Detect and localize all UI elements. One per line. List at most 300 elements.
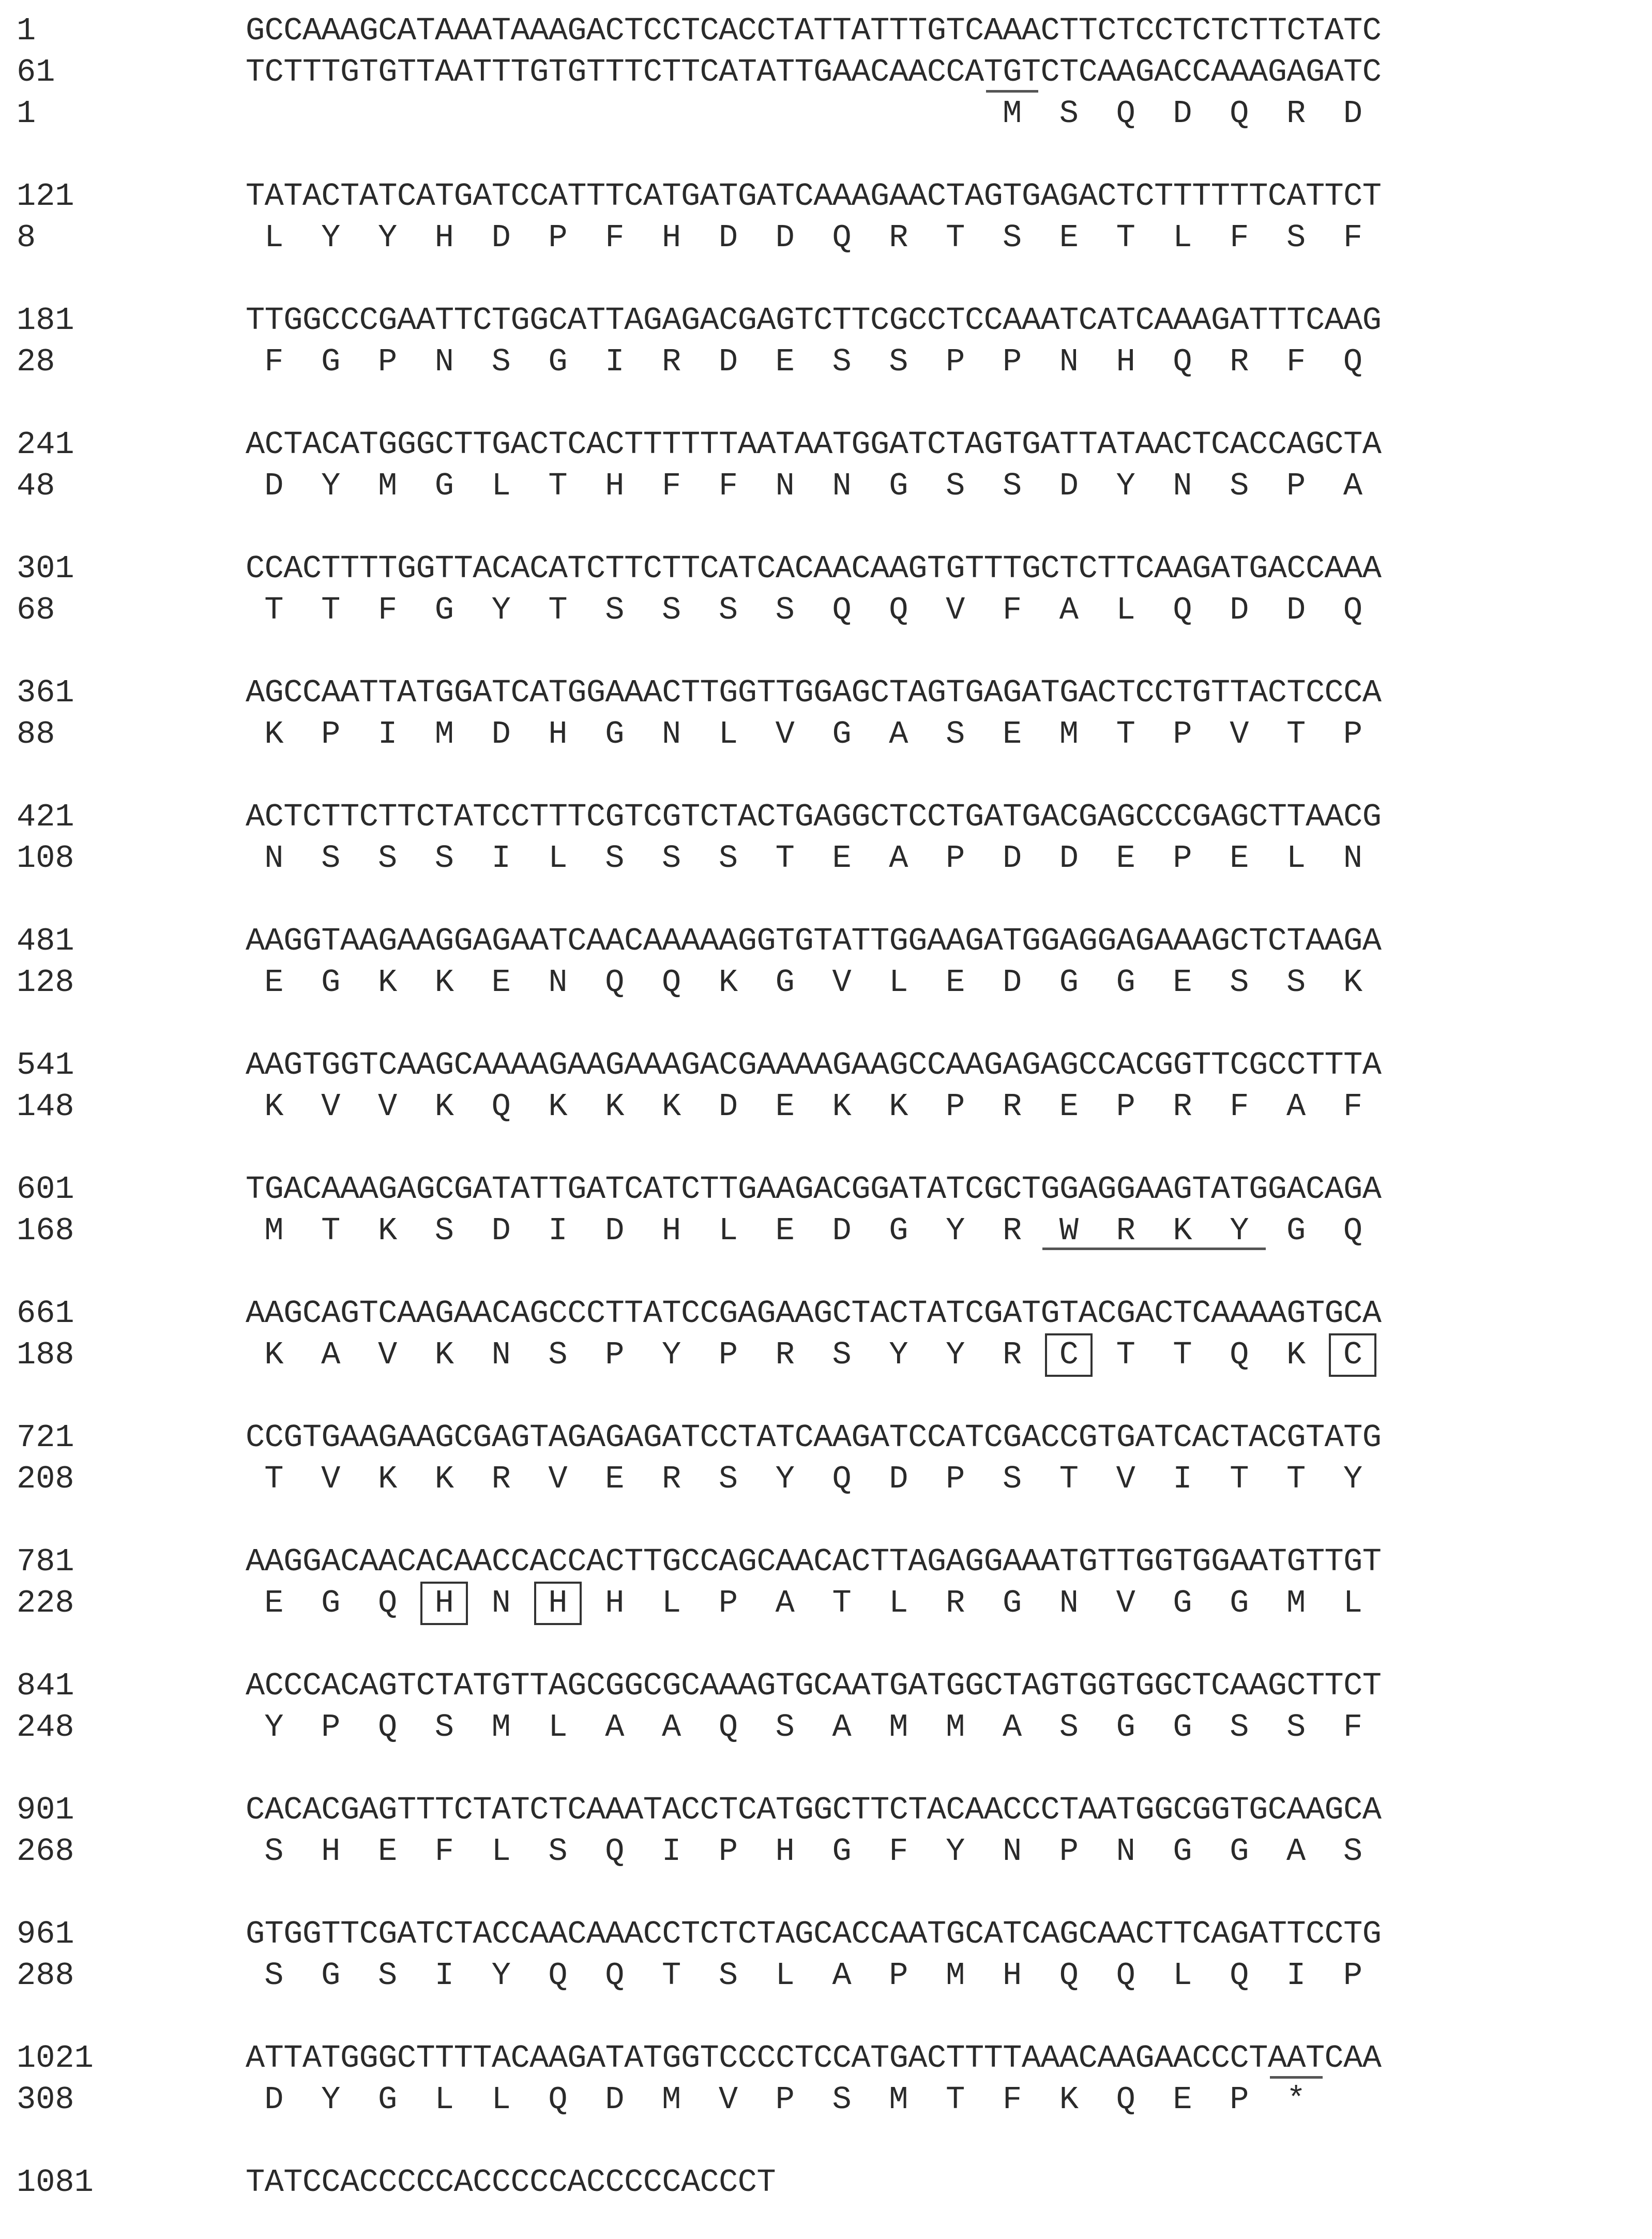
residue: M [889,1709,908,1746]
residue: E [377,1833,398,1870]
residue: G [1173,1585,1192,1621]
residue: V [1230,716,1249,753]
residue: N [1059,343,1079,380]
nucleotide-sequence: ACTCTTCTTCTATCCTTTCGTCGTCTACTGAGGCTCCTGATGACGAGCCCGAGCTTAACG [246,799,1382,835]
residue: P [718,1336,738,1373]
residue: V [1116,1585,1135,1621]
residue: V [321,1088,341,1125]
residue: P [946,840,965,877]
residue-position: 48 [17,468,55,504]
nucleotide-position: 361 [17,674,74,711]
residue: K [434,1461,454,1497]
residue: K [1173,1212,1192,1249]
residue: G [434,592,454,628]
residue: S [264,1957,284,1994]
residue: L [718,1212,738,1249]
residue: I [1173,1461,1192,1497]
residue: S [1230,468,1249,504]
residue: E [605,1461,625,1497]
amino-acid-row [246,465,1642,507]
residue: P [1343,1957,1363,1994]
residue: L [491,2081,511,2118]
residue: K [377,964,398,1001]
residue-position: 28 [17,343,55,380]
amino-acid-row [246,1086,1642,1128]
residue: R [1002,1212,1022,1249]
amino-acid-row [246,1707,1642,1748]
residue: Q [832,1461,852,1497]
residue: Y [321,468,341,504]
residue: H [434,219,454,256]
nucleotide-sequence: CACACGAGTTTCTATCTCAAATACCTCATGGCTTCTACAACCCTAATGGCGGTGCAAGCA [246,1792,1382,1828]
residue: S [946,468,965,504]
residue: F [662,468,681,504]
residue: S [1230,1709,1249,1746]
residue: G [321,343,341,380]
sequence-block [0,176,1652,259]
sequence-block [0,672,1652,755]
amino-acid-row [246,1955,1642,1996]
residue-position: 188 [17,1336,74,1373]
residue: I [605,343,625,380]
residue: E [1230,840,1249,877]
residue: L [1286,840,1306,877]
residue-position: 128 [17,964,74,1001]
residue: E [1173,2081,1192,2118]
residue: E [1173,964,1192,1001]
sequence-block [0,424,1652,507]
nucleotide-sequence: AAGCAGTCAAGAACAGCCCTTATCCGAGAAGCTACTATCGATGTACGACTCAAAAGTGCA [246,1295,1382,1332]
residue: G [775,964,795,1001]
residue: L [775,1957,795,1994]
residue: N [1002,1833,1022,1870]
residue: Q [718,1709,738,1746]
amino-acid-row [246,341,1642,383]
residue: A [832,1709,852,1746]
residue: S [1286,1709,1306,1746]
residue-position: 108 [17,840,74,877]
residue: R [1286,95,1306,132]
residue: T [1286,716,1306,753]
wrky-motif-underline [1042,1248,1265,1250]
residue: A [832,1957,852,1994]
residue: K [1286,1336,1306,1373]
residue: N [832,468,852,504]
residue: P [1059,1833,1079,1870]
sequence-block [0,1293,1652,1376]
residue: F [377,592,398,628]
residue: N [1059,1585,1079,1621]
residue: T [1116,219,1135,256]
residue: Y [491,592,511,628]
residue: A [1002,1709,1022,1746]
residue: N [662,716,681,753]
residue: Q [548,2081,568,2118]
nucleotide-sequence: AAGGTAAGAAGGAGAATCAACAAAAAGGTGTATTGGAAGATGGAGGAGAAAGCTCTAAGA [246,923,1382,959]
residue: E [1116,840,1135,877]
residue: P [1230,2081,1249,2118]
nucleotide-position: 1081 [17,2164,94,2201]
residue: P [605,1336,625,1373]
residue: M [491,1709,511,1746]
residue: V [832,964,852,1001]
residue: Q [548,1957,568,1994]
residue: I [1286,1957,1306,1994]
nucleotide-sequence: ACTACATGGGCTTGACTCACTTTTTTAATAATGGATCTAGTGATTATAACTCACCAGCTA [246,426,1382,463]
residue: P [946,1088,965,1125]
residue: V [775,716,795,753]
residue: H [775,1833,795,1870]
nucleotide-position: 1021 [17,2040,94,2077]
residue: D [1343,95,1363,132]
residue: K [889,1088,908,1125]
residue-position: 208 [17,1461,74,1497]
nucleotide-sequence: AAGTGGTCAAGCAAAAGAAGAAAGACGAAAAGAAGCCAAGAGAGCCACGGTTCGCCTTTA [246,1047,1382,1084]
residue: E [264,1585,284,1621]
residue: S [548,1336,568,1373]
residue: T [1286,1461,1306,1497]
residue: D [491,716,511,753]
residue: G [889,468,908,504]
residue: A [1059,592,1079,628]
residue: T [321,592,341,628]
residue: Y [946,1336,965,1373]
amino-acid-row [246,217,1642,259]
residue: N [1173,468,1192,504]
residue: E [832,840,852,877]
residue: M [377,468,398,504]
residue: Y [321,219,341,256]
residue: L [491,468,511,504]
residue: K [1059,2081,1079,2118]
residue: P [1343,716,1363,753]
residue: Q [491,1088,511,1125]
residue: H [605,1585,625,1621]
residue: D [718,219,738,256]
sequence-block [0,797,1652,879]
residue: K [548,1088,568,1125]
residue: M [946,1957,965,1994]
nucleotide-position: 421 [17,799,74,835]
residue: L [1173,219,1192,256]
nucleotide-position: 1 [17,12,36,49]
start-codon-underline [986,90,1039,93]
residue: Q [605,1833,625,1870]
residue: T [548,468,568,504]
nucleotide-sequence: GCCAAAGCATAAATAAAGACTCCTCACCTATTATTTGTCAAACTTCTCCTCTCTTCTATC [246,12,1382,49]
residue: Y [377,219,398,256]
sequence-block [0,10,1652,52]
residue: N [491,1336,511,1373]
nucleotide-position: 301 [17,550,74,587]
residue: K [264,1088,284,1125]
residue: H [548,716,568,753]
residue: F [718,468,738,504]
sequence-block [0,52,1652,134]
nucleotide-sequence: TGACAAAGAGCGATATTGATCATCTTGAAGACGGATATCGCTGGAGGAAGTATGGACAGA [246,1171,1382,1208]
nucleotide-position: 241 [17,426,74,463]
residue: T [548,592,568,628]
residue: L [491,1833,511,1870]
nucleotide-position: 781 [17,1543,74,1580]
residue: R [1116,1212,1135,1249]
residue: E [946,964,965,1001]
residue: A [889,840,908,877]
nucleotide-sequence: GTGGTTCGATCTACCAACAAACCTCTCTAGCACCAATGCATCAGCAACTTCAGATTCCTG [246,1916,1382,1952]
residue: S [718,840,738,877]
residue: N [548,964,568,1001]
residue: D [775,219,795,256]
residue: K [662,1088,681,1125]
residue: L [1173,1957,1192,1994]
residue: R [946,1585,965,1621]
nucleotide-position: 181 [17,302,74,339]
residue: V [718,2081,738,2118]
residue: S [775,1709,795,1746]
boxed-residue: H [535,1583,581,1624]
residue: V [321,1461,341,1497]
amino-acid-row [246,1210,1642,1252]
residue: T [1173,1336,1192,1373]
residue: R [1173,1088,1192,1125]
residue: S [548,1833,568,1870]
residue: L [1343,1585,1363,1621]
residue: S [491,343,511,380]
residue: Y [946,1833,965,1870]
residue: Y [662,1336,681,1373]
residue: R [775,1336,795,1373]
residue: M [662,2081,681,2118]
nucleotide-sequence: TATCCACCCCCACCCCCACCCCCACCCT [246,2164,776,2201]
amino-acid-row [246,962,1642,1003]
residue: M [889,2081,908,2118]
residue: F [1343,1088,1363,1125]
residue: S [1286,219,1306,256]
residue: N [434,343,454,380]
residue: T [264,1461,284,1497]
residue: P [377,343,398,380]
residue: G [1173,1709,1192,1746]
residue: R [889,219,908,256]
residue: L [1116,592,1135,628]
residue: A [1286,1833,1306,1870]
sequence-block [0,2162,1652,2203]
residue: Q [889,592,908,628]
sequence-block [0,300,1652,383]
residue: Q [662,964,681,1001]
residue: K [434,1336,454,1373]
residue: Y [1116,468,1135,504]
residue: K [264,1336,284,1373]
residue: Q [377,1709,398,1746]
residue: L [264,219,284,256]
residue: E [775,343,795,380]
residue: P [1173,840,1192,877]
residue: G [548,343,568,380]
residue: S [775,592,795,628]
residue: N [1116,1833,1135,1870]
residue-position: 268 [17,1833,74,1870]
residue: S [605,592,625,628]
residue: H [1002,1957,1022,1994]
residue: T [1116,716,1135,753]
residue: D [491,219,511,256]
boxed-residue: H [421,1583,467,1624]
residue: P [1002,343,1022,380]
residue: D [264,2081,284,2118]
residue: N [775,468,795,504]
sequence-block [0,1914,1652,1996]
residue-position: 228 [17,1585,74,1621]
sequence-block [0,1417,1652,1500]
residue: P [1286,468,1306,504]
residue: P [946,1461,965,1497]
nucleotide-sequence: TATACTATCATGATCCATTTCATGATGATCAAAGAACTAGTGAGACTCTTTTTTCATTCT [246,178,1382,215]
residue: Q [1343,343,1363,380]
residue: L [548,840,568,877]
residue: H [605,468,625,504]
residue: L [548,1709,568,1746]
residue: G [1002,1585,1022,1621]
residue: Y [775,1461,795,1497]
residue-position: 168 [17,1212,74,1249]
residue: Q [1116,2081,1135,2118]
residue: F [1286,343,1306,380]
residue: E [775,1212,795,1249]
residue: G [1116,964,1135,1001]
residue: F [1002,592,1022,628]
residue: Q [1116,1957,1135,1994]
sequence-block [0,1541,1652,1624]
nucleotide-position: 901 [17,1792,74,1828]
residue: F [1343,219,1363,256]
residue: Q [1343,1212,1363,1249]
sequence-block [0,1665,1652,1748]
residue: K [832,1088,852,1125]
residue: S [434,1212,454,1249]
residue: Y [491,1957,511,1994]
residue: Q [1116,95,1135,132]
sequence-block [0,1045,1652,1128]
residue: S [1002,219,1022,256]
residue: E [1059,1088,1079,1125]
residue: K [434,964,454,1001]
residue: Y [946,1212,965,1249]
residue: K [605,1088,625,1125]
residue: P [775,2081,795,2118]
residue-position: 68 [17,592,55,628]
residue: S [1286,964,1306,1001]
residue: V [377,1336,398,1373]
residue: T [264,592,284,628]
residue: N [491,1585,511,1621]
residue: F [605,219,625,256]
residue: G [889,1212,908,1249]
residue: S [434,1709,454,1746]
residue: S [832,343,852,380]
residue: D [832,1212,852,1249]
nucleotide-sequence: TTGGCCCGAATTCTGGCATTAGAGACGAGTCTTCGCCTCCAAATCATCAAAGATTTCAAG [246,302,1382,339]
residue: G [321,1585,341,1621]
residue-position: 1 [17,95,36,132]
residue: A [321,1336,341,1373]
amino-acid-row [246,1459,1642,1500]
residue: G [377,2081,398,2118]
residue: A [775,1585,795,1621]
residue: S [889,343,908,380]
residue-position: 8 [17,219,36,256]
residue: F [1230,219,1249,256]
residue: Y [321,2081,341,2118]
residue: T [662,1957,681,1994]
residue: A [1343,468,1363,504]
residue: Q [1230,95,1249,132]
residue: E [491,964,511,1001]
residue-position: 248 [17,1709,74,1746]
residue: G [832,716,852,753]
residue: H [321,1833,341,1870]
residue: G [321,1957,341,1994]
amino-acid-row [246,714,1642,755]
nucleotide-position: 601 [17,1171,74,1208]
residue: R [491,1461,511,1497]
residue: P [321,1709,341,1746]
residue: S [718,1461,738,1497]
residue: S [946,716,965,753]
residue: R [1230,343,1249,380]
residue: F [434,1833,454,1870]
residue: S [321,840,341,877]
residue: K [264,716,284,753]
nucleotide-sequence: AGCCAATTATGGATCATGGAAACTTGGTTGGAGCTAGTGAGATGACTCCTGTTACTCCCA [246,674,1382,711]
nucleotide-position: 721 [17,1419,74,1456]
residue: R [662,1461,681,1497]
nucleotide-position: 841 [17,1667,74,1704]
residue: A [1286,1088,1306,1125]
residue: P [718,1833,738,1870]
nucleotide-sequence: AAGGACAACACAACCACCACTTGCCAGCAACACTTAGAGGAAATGTTGGTGGAATGTTGT [246,1543,1382,1580]
residue: G [1230,1833,1249,1870]
residue-position: 288 [17,1957,74,1994]
amino-acid-row [246,1583,1642,1624]
amino-acid-row [246,1334,1642,1376]
nucleotide-sequence: ATTATGGGCTTTTACAAGATATGGTCCCCTCCATGACTTTTAAACAAGAACCCTAATCAA [246,2040,1382,2077]
residue: K [1343,964,1363,1001]
residue: E [1002,716,1022,753]
residue: G [1059,964,1079,1001]
residue: S [377,840,398,877]
residue: Q [1173,343,1192,380]
amino-acid-row [246,838,1642,879]
residue: H [662,1212,681,1249]
residue: I [491,840,511,877]
residue: F [1343,1709,1363,1746]
sequence-block [0,548,1652,631]
nucleotide-sequence: CCACTTTTGGTTACACATCTTCTTCATCACAACAAGTGTTTGCTCTTCAAGATGACCAAA [246,550,1382,587]
residue: E [264,964,284,1001]
residue: G [1116,1709,1135,1746]
residue: S [718,1957,738,1994]
residue: Q [832,592,852,628]
residue: R [1002,1336,1022,1373]
residue: G [434,468,454,504]
residue: H [1116,343,1135,380]
nucleotide-position: 121 [17,178,74,215]
residue: S [718,592,738,628]
residue-position: 308 [17,2081,74,2118]
residue: D [264,468,284,504]
residue: T [1116,1336,1135,1373]
